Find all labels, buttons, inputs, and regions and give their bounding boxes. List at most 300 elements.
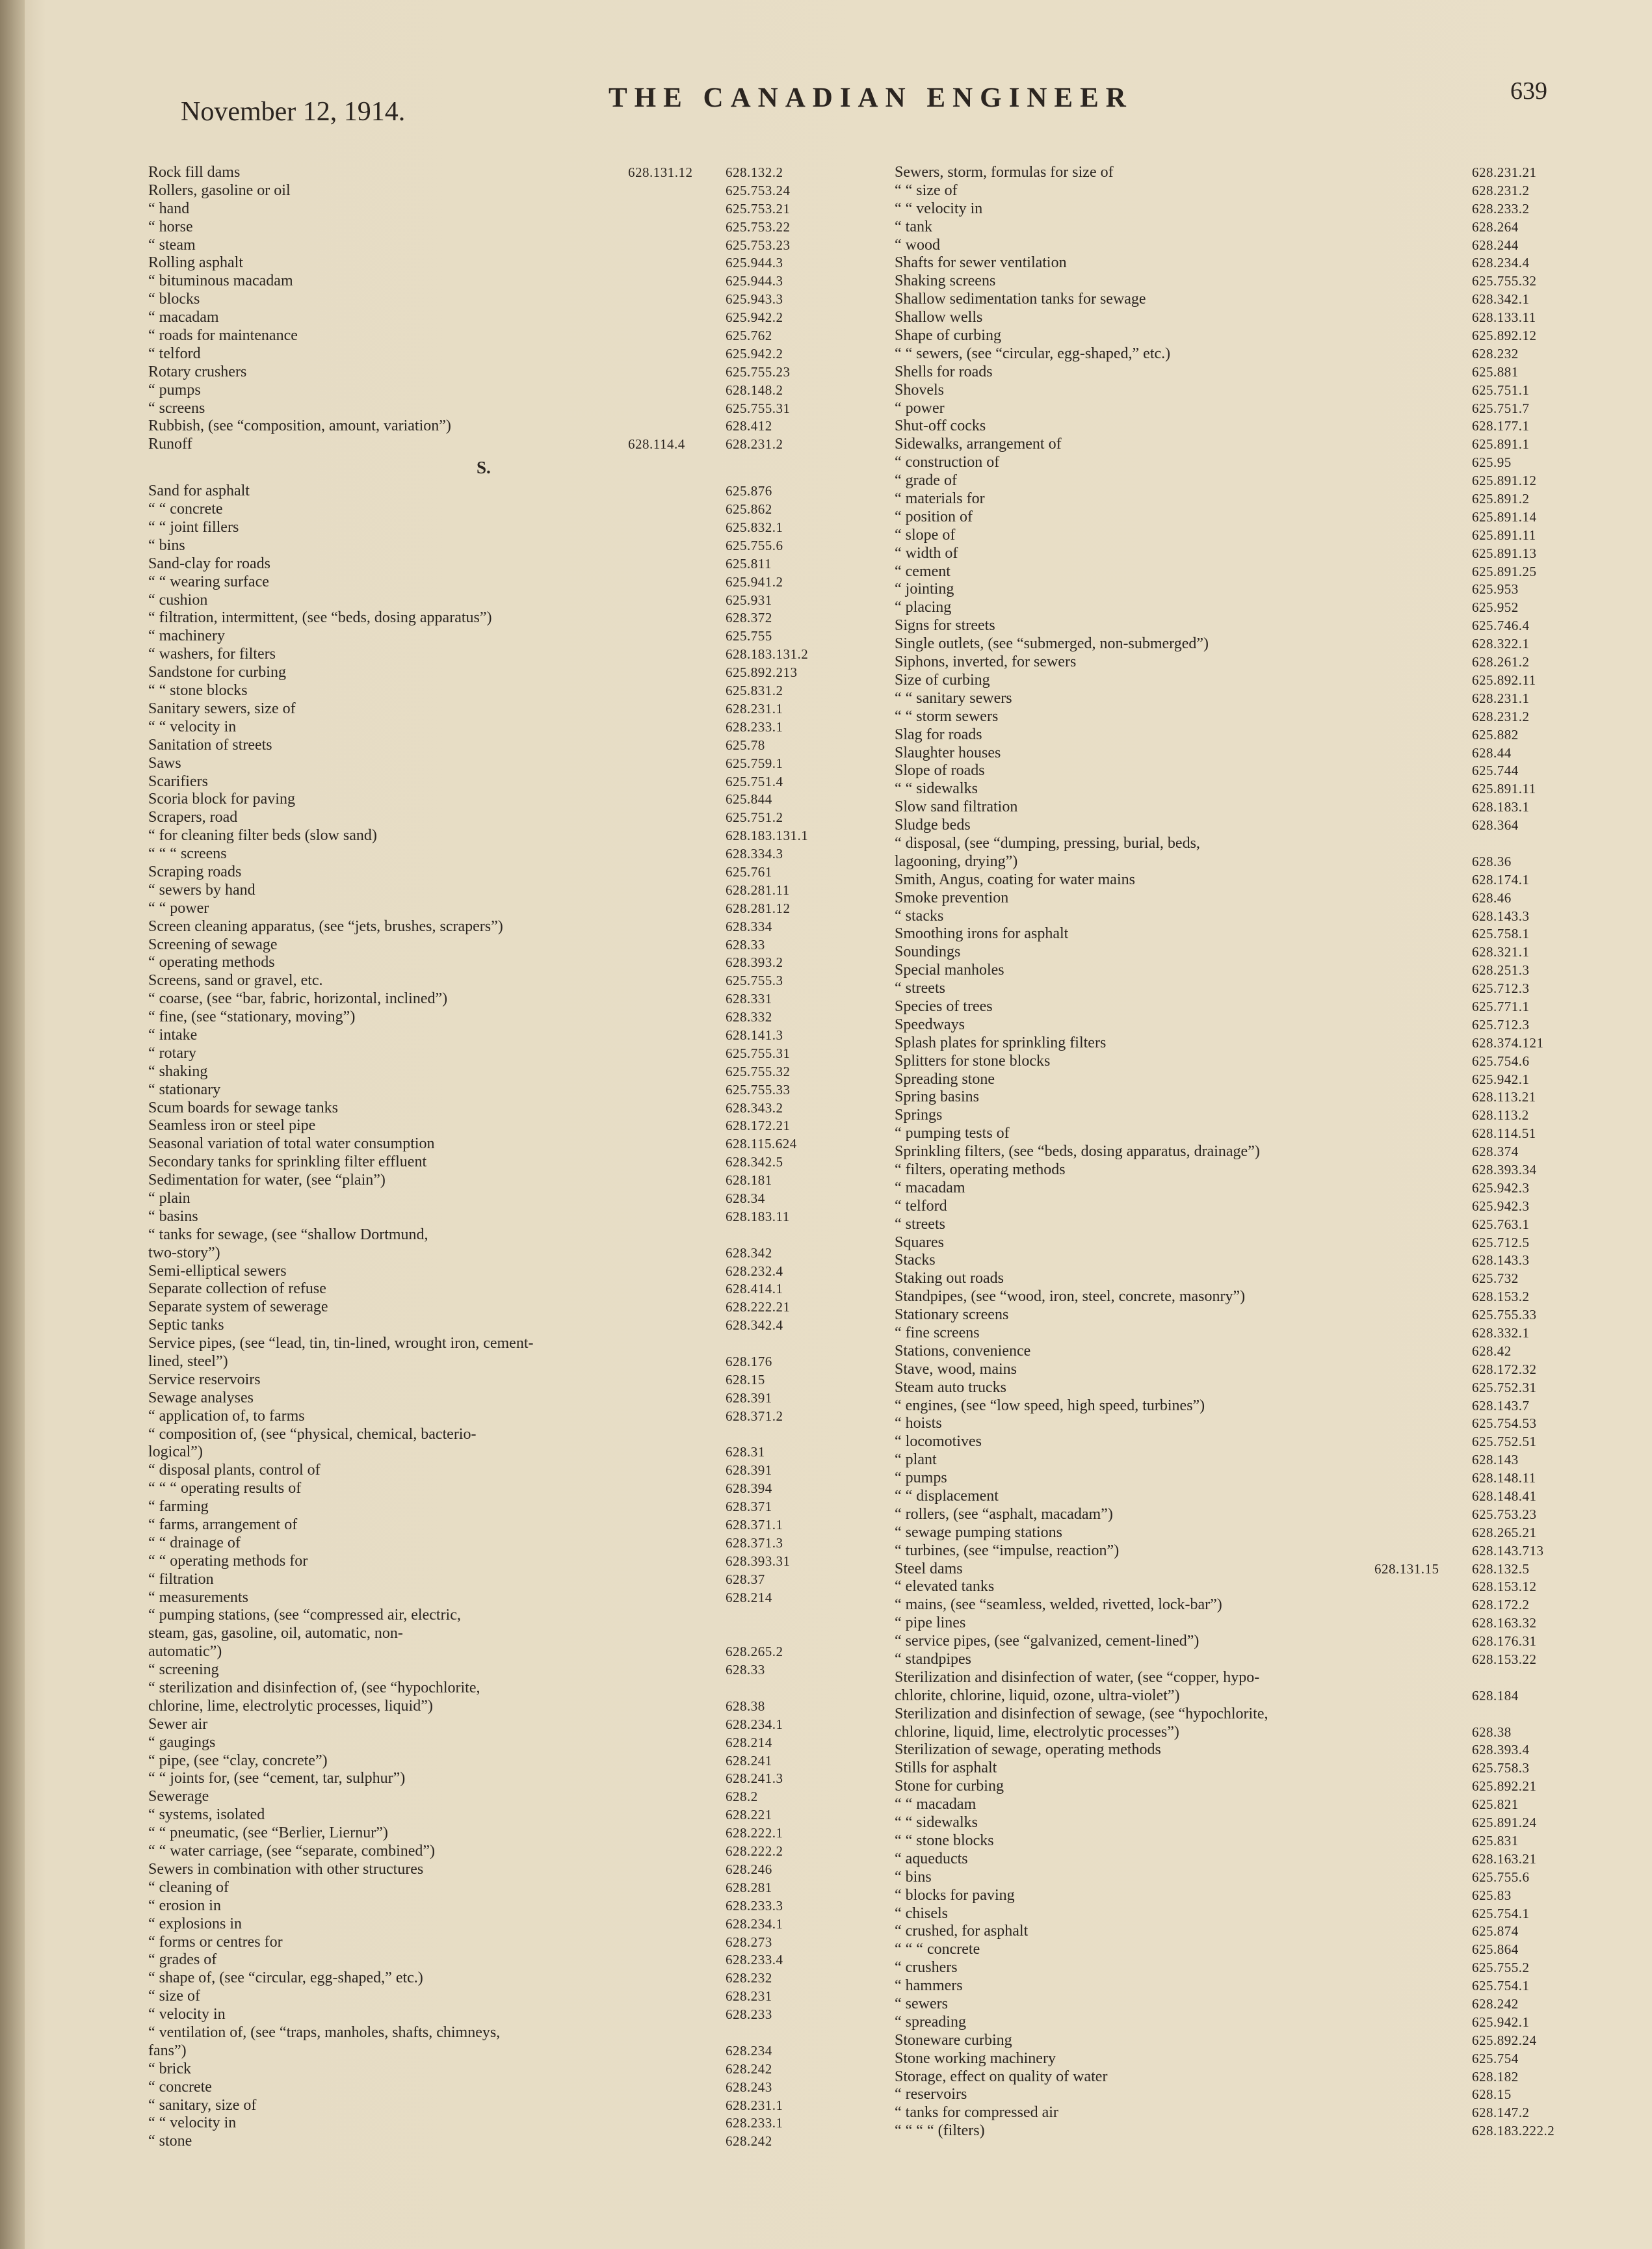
entry-class-number: 628.172.32 (1472, 1361, 1537, 1377)
index-entry (895, 653, 1575, 672)
entry-class-number: 625.864 (1472, 1941, 1519, 1958)
index-entry (148, 573, 802, 592)
index-entry (895, 1125, 1575, 1143)
entry-class-number: 625.953 (1472, 581, 1519, 598)
entry-class-number: 625.751.2 (726, 809, 783, 826)
entry-class-number: 628.153.22 (1472, 1651, 1537, 1668)
index-entry (148, 827, 809, 845)
entry-class-number: 625.892.12 (1472, 328, 1537, 344)
entry-class-number: 628.234.4 (1472, 255, 1530, 271)
entry-term: Siphons, inverted, for sewers (895, 653, 1077, 671)
entry-class-number: 625.753.23 (1472, 1506, 1537, 1522)
entry-class-number: 628.246 (726, 1861, 772, 1877)
entry-term: “ screens (148, 399, 205, 417)
entry-class-number: 625.78 (726, 737, 765, 753)
index-entry (148, 1969, 802, 1988)
index-entry (895, 1796, 1575, 1814)
entry-term: “ power (895, 399, 945, 417)
index-entry (148, 501, 802, 519)
entry-term: “ steam (148, 236, 196, 254)
entry-term: “ telford (895, 1197, 947, 1215)
index-entry (148, 1716, 802, 1734)
entry-term: “ gaugings (148, 1733, 216, 1751)
index-entry (895, 672, 1575, 690)
entry-class-number: 625.892.21 (1472, 1778, 1537, 1795)
entry-term: “ tanks for compressed air (895, 2104, 1058, 2122)
entry-class-number: 625.891.14 (1472, 508, 1537, 525)
entry-term: Staking out roads (895, 1270, 1004, 1287)
entry-term: “ “ wearing surface (148, 573, 269, 590)
entry-class-number: 625.944.3 (726, 255, 783, 271)
index-entry (148, 2097, 802, 2115)
index-entry (895, 1053, 1575, 1071)
entry-term: Sand-clay for roads (148, 555, 270, 572)
entry-class-number: 628.15 (1472, 2086, 1512, 2103)
entry-class-number: 628.321.1 (1472, 944, 1530, 960)
entry-class-number: 628.391 (726, 1389, 772, 1406)
entry-term: “ “ “ operating results of (148, 1480, 302, 1497)
entry-term: “ washers, for filters (148, 646, 276, 663)
index-entry (895, 835, 1575, 853)
index-entry (148, 1190, 802, 1208)
index-entry (895, 1379, 1575, 1397)
entry-class-number: 628.143 (1472, 1452, 1519, 1468)
index-entry (148, 1752, 802, 1770)
index-entry (895, 1941, 1575, 1959)
entry-term: two-story”) (148, 1244, 220, 1261)
index-entry (148, 2024, 802, 2042)
entry-term: “ basins (148, 1207, 198, 1225)
entry-term: Shallow sedimentation tanks for sewage (895, 291, 1146, 308)
index-entry (895, 599, 1575, 617)
index-entry (148, 182, 802, 200)
index-entry (148, 2079, 802, 2097)
entry-term: “ telford (148, 345, 201, 362)
section-heading: S. (477, 458, 491, 478)
index-entry (148, 1589, 802, 1607)
entry-class-number: 628.231.2 (1472, 182, 1530, 198)
entry-term: Shafts for sewer ventilation (895, 254, 1067, 272)
entry-class-number: 628.393.4 (1472, 1742, 1530, 1758)
entry-class-number: 628.244 (1472, 237, 1519, 253)
index-entry (148, 2042, 802, 2060)
entry-class-number: 625.83 (1472, 1887, 1512, 1903)
index-entry (895, 871, 1575, 889)
entry-class-number: 625.755.33 (726, 1081, 791, 1098)
entry-term: “ coarse, (see “bar, fabric, horizontal, inclined”) (148, 990, 448, 1008)
entry-class-number: 628.34 (726, 1190, 765, 1206)
entry-term: “ disposal, (see “dumping, pressing, burial, beds, (895, 834, 1200, 852)
entry-class-number: 625.882 (1472, 726, 1519, 743)
index-entry (895, 1506, 1575, 1524)
entry-class-number: 625.759.1 (726, 755, 783, 771)
section-letter (148, 454, 802, 482)
entry-class-number: 628.36 (1472, 853, 1512, 869)
entry-class-number: 628.153.12 (1472, 1579, 1537, 1595)
entry-term: Smoothing irons for asphalt (895, 925, 1069, 943)
entry-class-number: 628.2 (726, 1789, 758, 1805)
entry-class-number: 625.751.1 (1472, 382, 1530, 398)
index-entry (148, 1008, 802, 1027)
entry-class-number: 628.181 (726, 1172, 772, 1189)
entry-term: “ mains, (see “seamless, welded, rivetted, lock-bar”) (895, 1596, 1222, 1614)
entry-class-number: 625.941.2 (726, 573, 783, 590)
entry-class-number: 625.758.3 (1472, 1760, 1530, 1776)
entry-class-number: 628.143.7 (1472, 1397, 1530, 1414)
index-entry (895, 2086, 1575, 2104)
index-entry (148, 200, 802, 218)
index-entry (895, 1778, 1575, 1796)
index-entry (148, 737, 802, 755)
index-entry (148, 1516, 802, 1534)
entry-term: “ macadam (895, 1179, 965, 1196)
entry-term: Sewers, storm, formulas for size of (895, 164, 1114, 181)
entry-term: Screening of sewage (148, 936, 278, 953)
entry-class-number: 625.754.1 (1472, 1978, 1530, 1994)
entry-class-number: 625.891.11 (1472, 781, 1536, 797)
entry-class-number: 628.222.1 (726, 1825, 783, 1841)
entry-term: Shaking screens (895, 272, 996, 290)
entry-term: Signs for streets (895, 617, 995, 635)
entry-term: “ standpipes (895, 1651, 971, 1668)
entry-term: “ cushion (148, 591, 208, 609)
entry-term: Species of trees (895, 997, 993, 1015)
entry-class-number: 628.143.3 (1472, 1252, 1530, 1269)
entry-class-number: 628.234.1 (726, 1915, 783, 1932)
entry-term: Sewer air (148, 1715, 208, 1733)
index-entry (895, 1995, 1575, 2014)
index-entry (148, 954, 802, 972)
entry-term: Spreading stone (895, 1070, 995, 1088)
entry-class-number: 625.753.21 (726, 200, 791, 217)
entry-class-number: 625.942.2 (726, 345, 783, 362)
entry-term: “ aqueducts (895, 1850, 968, 1867)
entry-term: “ “ “ “ (filters) (895, 2122, 985, 2140)
index-entry (148, 1734, 802, 1752)
entry-class-number: 628.332 (726, 1009, 772, 1025)
index-entry (148, 1661, 802, 1679)
index-entry (895, 1107, 1575, 1125)
entry-term: “ filtration (148, 1570, 214, 1588)
entry-term: “ sanitary, size of (148, 2096, 257, 2114)
index-entry (148, 1426, 802, 1444)
entry-class-number: 628.231 (726, 1988, 772, 2005)
entry-term: Separate collection of refuse (148, 1280, 326, 1298)
entry-class-number: 625.755.6 (726, 537, 783, 553)
entry-class-number: 628.38 (1472, 1724, 1512, 1740)
entry-class-number: 625.931 (726, 592, 772, 608)
index-entry (148, 1607, 802, 1625)
entry-term: “ chisels (895, 1904, 948, 1922)
entry-term: “ pumps (895, 1469, 947, 1487)
entry-term: “ streets (895, 1215, 945, 1233)
index-entry (895, 1179, 1575, 1198)
entry-term: lined, steel”) (148, 1353, 228, 1370)
index-entry (895, 1270, 1575, 1288)
entry-term: “ “ drainage of (148, 1534, 241, 1551)
index-entry (148, 682, 802, 700)
index-entry (895, 1759, 1575, 1778)
entry-class-number: 625.862 (726, 501, 772, 518)
index-entry (895, 617, 1575, 635)
entry-term: “ filtration, intermittent, (see “beds, dosing apparatus”) (148, 609, 492, 627)
index-entry (895, 1088, 1575, 1107)
entry-term: “ engines, (see “low speed, high speed, turbines”) (895, 1397, 1205, 1414)
entry-term: “ wood (895, 236, 940, 254)
entry-term: Speedways (895, 1016, 965, 1033)
entry-class-number: 625.943.3 (726, 291, 783, 308)
entry-term: “ ventilation of, (see “traps, manholes, shafts, chimneys, (148, 2023, 501, 2041)
entry-term: “ blocks for paving (895, 1886, 1015, 1904)
entry-term: Sand for asphalt (148, 482, 250, 500)
index-entry (895, 1161, 1575, 1179)
entry-term: Slope of roads (895, 762, 985, 780)
index-entry (895, 1488, 1575, 1506)
entry-class-number: 628.242 (726, 2133, 772, 2150)
index-entry (148, 436, 802, 454)
entry-class-number: 628.183.222.2 (1472, 2123, 1555, 2139)
entry-class-number: 625.712.3 (1472, 980, 1530, 997)
entry-term: Splash plates for sprinkling filters (895, 1034, 1107, 1051)
entry-term: “ pumping stations, (see “compressed air, electric, (148, 1607, 461, 1624)
index-entry (148, 1280, 802, 1298)
index-entry (895, 1705, 1575, 1724)
entry-class-number: 625.771.1 (1472, 998, 1530, 1014)
entry-class-number: 628.133.11 (1472, 309, 1536, 326)
index-entry (148, 1571, 802, 1589)
entry-term: “ blocks (148, 291, 200, 308)
index-entry (895, 1633, 1575, 1651)
entry-class-number: 625.763.1 (1472, 1216, 1530, 1232)
entry-class-number: 628.42 (1472, 1343, 1512, 1359)
index-entry (895, 1143, 1575, 1161)
index-entry (148, 845, 802, 863)
entry-term: Smoke prevention (895, 889, 1009, 906)
index-entry (895, 237, 1575, 255)
index-entry (895, 2068, 1575, 2086)
entry-term: Scarifiers (148, 772, 208, 790)
entry-term: “ pipe, (see “clay, concrete”) (148, 1752, 328, 1769)
entry-term: “ “ velocity in (148, 718, 237, 735)
index-entry (148, 1081, 802, 1099)
index-entry (148, 218, 802, 237)
entry-term: “ fine screens (895, 1324, 980, 1341)
index-entry (895, 798, 1575, 817)
entry-term: Rock fill dams (148, 164, 241, 181)
entry-term: “ shaking (148, 1062, 208, 1080)
index-entry (148, 700, 802, 718)
index-entry (148, 1480, 802, 1498)
entry-class-number: 625.95 (1472, 454, 1512, 471)
index-entry (895, 382, 1575, 400)
entry-term: Secondary tanks for sprinkling filter effluent (148, 1153, 427, 1171)
entry-term: steam, gas, gasoline, oil, automatic, non- (148, 1625, 403, 1642)
index-entry (148, 1153, 802, 1172)
entry-class-number: 628.241 (726, 1752, 772, 1769)
entry-term: Stone working machinery (895, 2049, 1056, 2067)
entry-class-number: 625.755.31 (726, 1045, 791, 1061)
entry-term: “ reservoirs (895, 2086, 967, 2103)
entry-class-number: 628.242 (726, 2060, 772, 2077)
entry-term: Splitters for stone blocks (895, 1052, 1051, 1070)
entry-class-number: 628.241.3 (726, 1770, 783, 1787)
entry-term: chlorite, chlorine, liquid, ozone, ultra-violet”) (895, 1687, 1180, 1704)
entry-term: “ width of (895, 544, 958, 562)
index-entry (148, 773, 802, 791)
index-entry (148, 164, 802, 182)
entry-secondary-number: 628.131.15 (1374, 1560, 1439, 1577)
entry-term: Service pipes, (see “lead, tin, tin-lined, wrought iron, cement- (148, 1335, 534, 1352)
entry-term: Shells for roads (895, 363, 993, 380)
entry-class-number: 628.182 (1472, 2068, 1519, 2085)
index-entry (148, 382, 802, 400)
entry-term: Steel dams (895, 1560, 963, 1577)
entry-term: Squares (895, 1233, 944, 1251)
index-entry (895, 2050, 1575, 2068)
entry-term: “ tank (895, 218, 932, 235)
entry-term: “ service pipes, (see “galvanized, cement-lined”) (895, 1633, 1200, 1650)
entry-term: “ slope of (895, 526, 956, 544)
entry-class-number: 625.754.1 (1472, 1905, 1530, 1921)
index-entry (895, 1905, 1575, 1923)
index-entry (148, 2133, 802, 2151)
entry-term: “ jointing (895, 581, 954, 598)
index-entry (895, 726, 1575, 744)
entry-class-number: 628.113.2 (1472, 1107, 1529, 1124)
entry-term: “ “ sidewalks (895, 780, 978, 798)
entry-class-number: 628.371.2 (726, 1408, 783, 1424)
entry-class-number: 625.891.13 (1472, 545, 1537, 561)
index-entry (148, 1934, 802, 1952)
entry-class-number: 625.952 (1472, 599, 1519, 616)
entry-term: “ stone (148, 2133, 192, 2150)
index-entry (148, 592, 802, 610)
entry-class-number: 625.891.2 (1472, 491, 1530, 507)
index-entry (895, 980, 1575, 998)
entry-class-number: 625.821 (1472, 1796, 1519, 1813)
index-entry (895, 817, 1575, 835)
index-entry (895, 1361, 1575, 1379)
entry-term: Sludge beds (895, 817, 971, 834)
entry-term: “ sewage pumping stations (895, 1523, 1062, 1541)
entry-term: “ roads for maintenance (148, 327, 298, 345)
issue-date: November 12, 1914. (181, 97, 406, 127)
index-entry (895, 436, 1575, 454)
index-entry (148, 2114, 802, 2133)
entry-class-number: 625.732 (1472, 1270, 1519, 1287)
entry-class-number: 628.15 (726, 1371, 765, 1388)
entry-term: “ rotary (148, 1044, 196, 1062)
entry-term: Shallow wells (895, 309, 983, 326)
index-entry (148, 1824, 802, 1843)
entry-term: “ grade of (895, 472, 957, 490)
index-entry (895, 1306, 1575, 1324)
index-entry (148, 882, 802, 900)
entry-term: “ materials for (895, 490, 985, 508)
entry-term: Stave, wood, mains (895, 1360, 1017, 1378)
entry-class-number: 628.414.1 (726, 1281, 783, 1297)
index-entry (148, 272, 802, 291)
entry-term: Saws (148, 754, 181, 772)
index-entry (148, 417, 802, 436)
index-entry (148, 1625, 802, 1643)
entry-class-number: 625.751.7 (1472, 400, 1530, 416)
entry-term: “ machinery (148, 627, 225, 645)
entry-term: “ “ “ concrete (895, 1941, 980, 1958)
entry-class-number: 628.234.1 (726, 1716, 783, 1732)
index-entry (148, 1679, 802, 1698)
index-entry (895, 563, 1575, 581)
entry-class-number: 628.221 (726, 1807, 772, 1823)
entry-term: “ bins (895, 1868, 932, 1886)
entry-class-number: 625.942.3 (1472, 1198, 1530, 1214)
entry-term: Sterilization and disinfection of sewage, (see “hypochlorite, (895, 1705, 1268, 1722)
entry-term: “ intake (148, 1026, 198, 1044)
entry-class-number: 625.831 (1472, 1832, 1519, 1848)
entry-term: “ plain (148, 1189, 190, 1207)
index-entry (895, 1234, 1575, 1252)
entry-term: Sewerage (148, 1788, 209, 1806)
index-entry (895, 1198, 1575, 1216)
entry-secondary-number: 628.114.4 (628, 436, 685, 453)
entry-class-number: 625.755.32 (1472, 273, 1537, 289)
index-entry (895, 2104, 1575, 2122)
entry-class-number: 625.844 (726, 791, 772, 808)
entry-class-number: 628.343.2 (726, 1099, 783, 1116)
index-entry (895, 272, 1575, 291)
index-entry (895, 1560, 1575, 1579)
entry-class-number: 625.754.6 (1472, 1053, 1530, 1069)
entry-class-number: 625.891.25 (1472, 563, 1537, 579)
entry-term: Sedimentation for water, (see “plain”) (148, 1172, 386, 1189)
index-entry (895, 1832, 1575, 1850)
entry-term: “ position of (895, 508, 973, 525)
index-entry (895, 182, 1575, 200)
entry-class-number: 628.372 (726, 610, 772, 626)
entry-term: Sanitation of streets (148, 736, 272, 754)
entry-term: Stoneware curbing (895, 2031, 1012, 2049)
entry-class-number: 628.233 (726, 2006, 772, 2023)
entry-term: “ “ velocity in (895, 200, 983, 217)
entry-class-number: 628.222.21 (726, 1299, 791, 1315)
entry-class-number: 625.754 (1472, 2050, 1519, 2066)
index-entry (148, 646, 809, 664)
index-entry (895, 1415, 1575, 1433)
entry-class-number: 628.265.21 (1472, 1524, 1537, 1540)
entry-term: Slag for roads (895, 726, 982, 743)
entry-term: fans”) (148, 2042, 187, 2059)
entry-term: Scum boards for sewage tanks (148, 1099, 338, 1116)
entry-term: Sewage analyses (148, 1389, 254, 1406)
entry-term: Semi-elliptical sewers (148, 1262, 287, 1280)
index-entry (148, 609, 802, 627)
entry-term: “ grades of (148, 1951, 217, 1969)
entry-term: Separate system of sewerage (148, 1298, 328, 1316)
index-entry (148, 1408, 802, 1426)
entry-term: “ pumps (148, 381, 201, 399)
entry-term: “ hammers (895, 1977, 963, 1995)
entry-term: “ systems, isolated (148, 1806, 265, 1824)
index-entry (148, 1263, 802, 1281)
index-entry (895, 889, 1575, 908)
index-entry (148, 1770, 802, 1788)
index-entry (895, 1959, 1575, 1977)
index-entry (895, 1071, 1575, 1089)
entry-class-number: 625.831.2 (726, 683, 783, 699)
entry-term: “ sterilization and disinfection of, (see “hypochlorite, (148, 1679, 480, 1697)
index-entry (895, 780, 1575, 798)
index-entry (895, 1578, 1575, 1596)
